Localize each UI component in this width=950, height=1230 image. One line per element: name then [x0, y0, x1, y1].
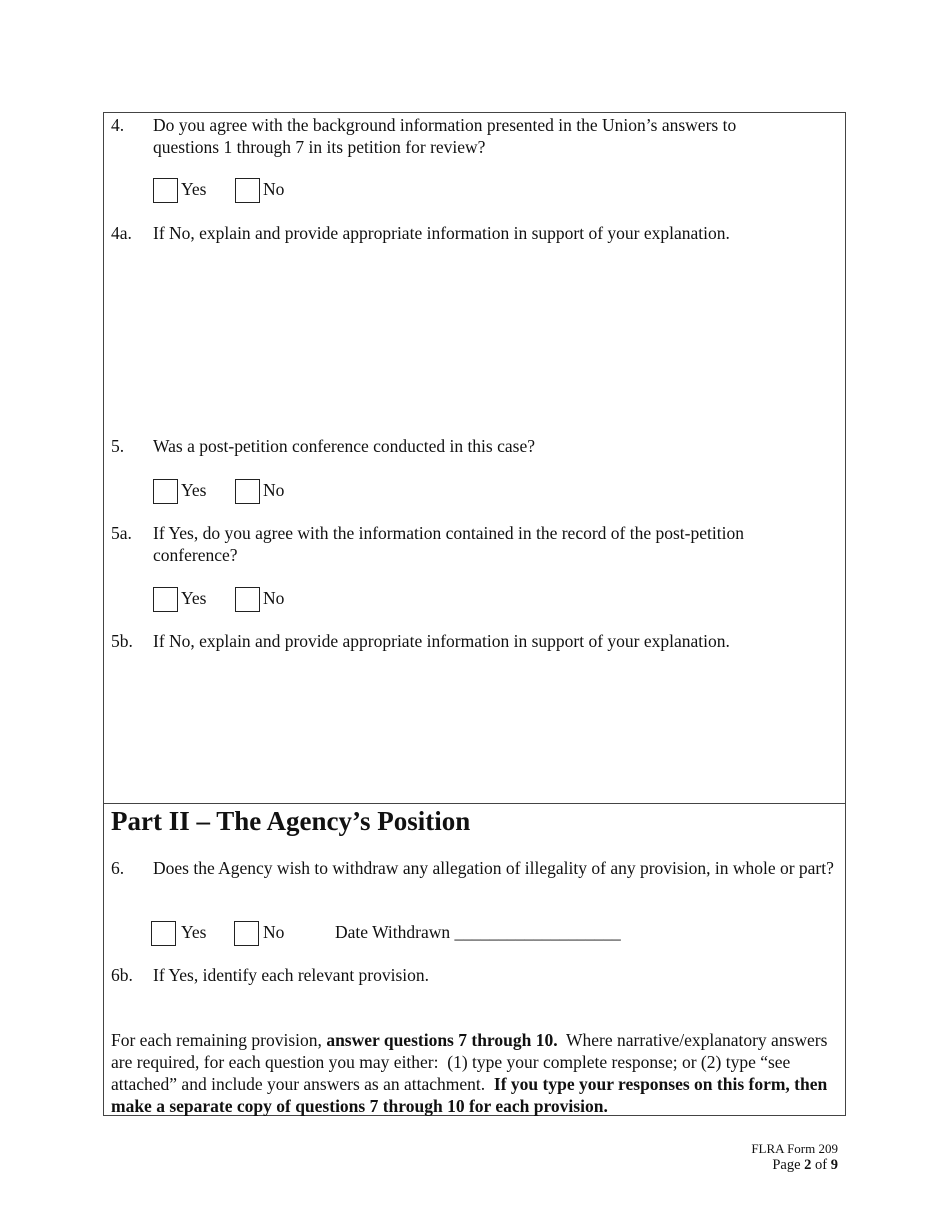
q4-yes-label: Yes — [181, 179, 207, 199]
q6-text: Does the Agency wish to withdraw any allegation of illegality of any provision, in whole or part? — [153, 858, 834, 878]
page-prefix: Page — [772, 1157, 805, 1173]
q5a-text: If Yes, do you agree with the information contained in the record of the post-petition conference? — [153, 523, 744, 565]
q4a-number: 4a. — [111, 223, 132, 243]
instructions-part1: For each remaining provision, — [111, 1030, 327, 1050]
page-number — [772, 1156, 838, 1174]
q5-text: Was a post-petition conference conducted in this case? — [153, 436, 535, 456]
q5-yes-checkbox[interactable] — [153, 479, 178, 504]
q5a-no-checkbox[interactable] — [235, 587, 260, 612]
instructions-part3: Where narrative/explanatory answers are required, for each question you may either: (1) type your complete response; or (2) type “see attached” and include your answers as an attachment. — [111, 1030, 832, 1094]
q5b-answer-area[interactable] — [153, 658, 833, 798]
q6-yes-checkbox[interactable] — [151, 921, 176, 946]
page-total: 9 — [830, 1157, 838, 1173]
instructions-part2: answer questions 7 through 10. — [326, 1030, 558, 1050]
instructions-part4: If you type your responses on this form, then make a separate copy of questions 7 through 10 for each provision. — [111, 1074, 828, 1116]
q5a-yes-checkbox[interactable] — [153, 587, 178, 612]
q5b-number: 5b. — [111, 631, 133, 651]
q4-yes-checkbox[interactable] — [153, 178, 178, 203]
q4-no-checkbox[interactable] — [235, 178, 260, 203]
form-number: FLRA Form 209 — [751, 1141, 838, 1156]
q6-no-checkbox[interactable] — [234, 921, 259, 946]
q5a-yes-label: Yes — [181, 588, 207, 608]
q4a-answer-area[interactable] — [153, 250, 833, 420]
q6-no-label: No — [263, 922, 285, 942]
q5a-no-label: No — [263, 588, 285, 608]
q4-no-label: No — [263, 179, 285, 199]
q6b-text: If Yes, identify each relevant provision. — [153, 965, 430, 985]
q5-no-label: No — [263, 480, 285, 500]
instructions-paragraph — [111, 1029, 841, 1117]
q5b-text: If No, explain and provide appropriate information in support of your explanation. — [153, 631, 730, 651]
q4-text: Do you agree with the background information presented in the Union’s answers to questions 1 through 7 in its petition for review? — [153, 115, 737, 157]
q5a-number: 5a. — [111, 523, 132, 543]
page-current: 2 — [804, 1157, 812, 1173]
q5-yes-label: Yes — [181, 480, 207, 500]
q5-no-checkbox[interactable] — [235, 479, 260, 504]
date-withdrawn-field[interactable]: Date Withdrawn ___________________ — [335, 922, 621, 942]
q5-number: 5. — [111, 436, 125, 456]
part2-heading: Part II – The Agency’s Position — [111, 806, 471, 836]
q4-number: 4. — [111, 115, 125, 135]
q6b-number: 6b. — [111, 965, 133, 985]
q6-yes-label: Yes — [181, 922, 207, 942]
q6-number: 6. — [111, 858, 125, 878]
q4a-text: If No, explain and provide appropriate information in support of your explanation. — [153, 223, 730, 243]
page-of: of — [811, 1157, 831, 1173]
